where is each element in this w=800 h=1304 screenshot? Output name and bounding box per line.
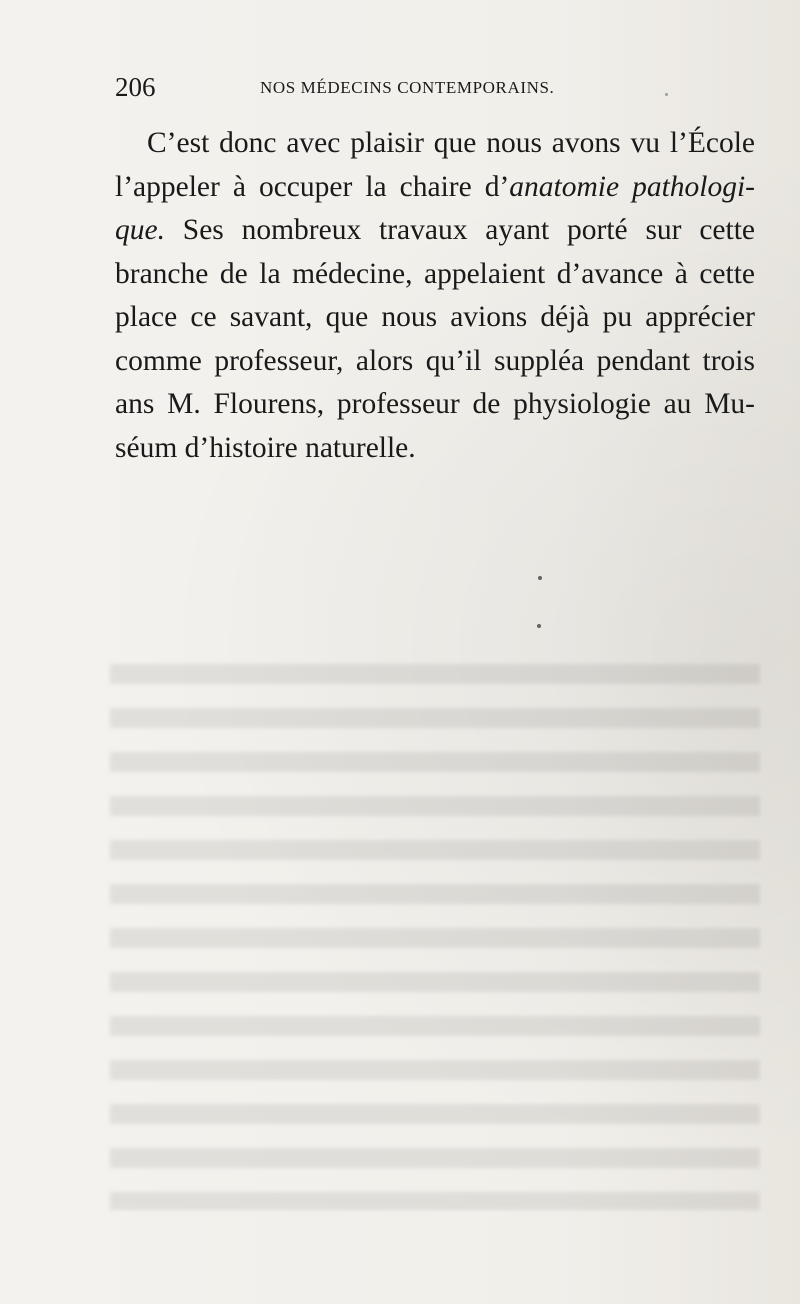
running-title: NOS MÉDECINS CONTEMPORAINS. (260, 78, 555, 97)
text-line: l’appeler à occuper la chaire d’anatomie pathologi- (115, 170, 756, 203)
ink-speck (665, 93, 668, 96)
page-header (115, 72, 615, 108)
text-line: C’est donc avec plaisir que nous avons vu l’École (147, 127, 755, 159)
show-through-texture (110, 650, 760, 1210)
ink-speck (538, 576, 542, 580)
text-line: séum d’histoire naturelle. (115, 431, 416, 464)
italic-term: que. (115, 214, 165, 246)
text-line: branche de la médecine, appelaient d’avance à cette (115, 257, 755, 290)
paragraph (115, 122, 755, 470)
page-number: 206 (115, 72, 156, 102)
italic-term: anatomie pathologi- (509, 170, 756, 203)
ink-speck (537, 624, 541, 628)
text-line: ans M. Flourens, professeur de physiologie au Mu- (115, 388, 755, 420)
text-line: place ce savant, que nous avions déjà pu apprécier (115, 301, 755, 333)
text-line: que. Ses nombreux travaux ayant porté sur cette (115, 214, 755, 246)
text-line: comme professeur, alors qu’il suppléa pendant trois (115, 344, 755, 377)
